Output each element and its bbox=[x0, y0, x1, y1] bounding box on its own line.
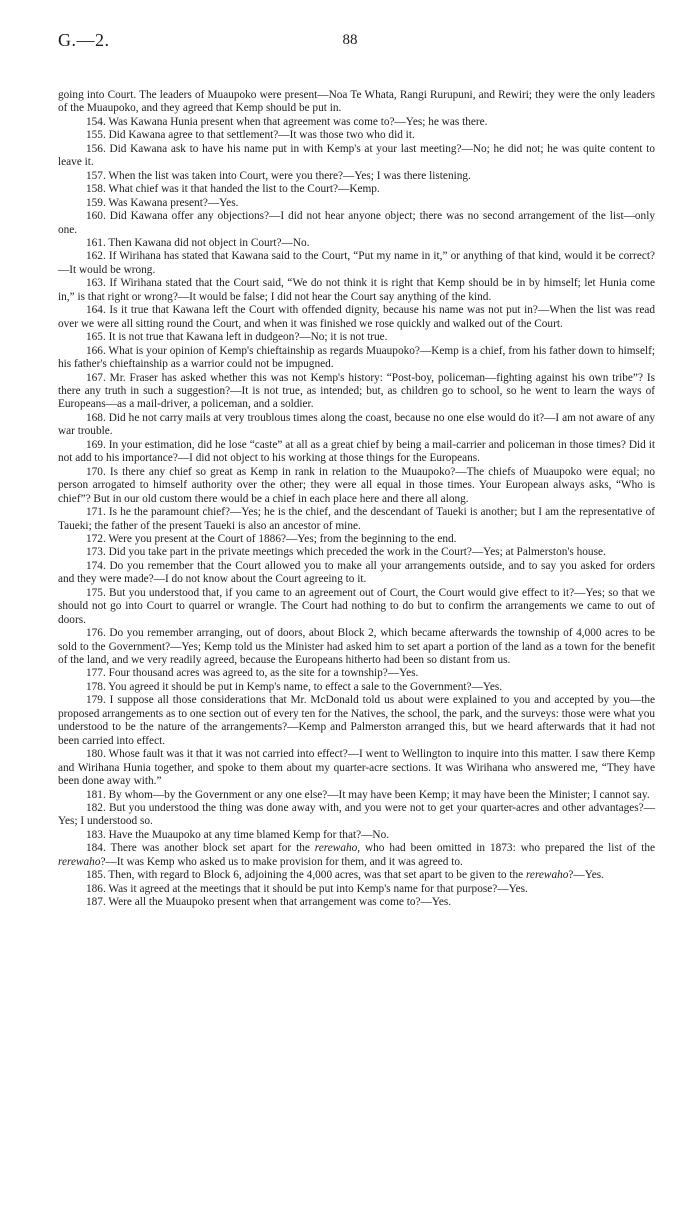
paragraph-text: 175. But you understood that, if you came to an agreement out of Court, the Court would give effect to it?—Yes; so that we should not go into Court to quarrel or wrangle. The Court had nothing to do but to confirm the arrangements we came to out of doors. bbox=[58, 586, 655, 626]
paragraph-text: 172. Were you present at the Court of 1886?—Yes; from the beginning to the end. bbox=[86, 532, 457, 545]
question-answer-paragraph bbox=[58, 533, 655, 546]
question-answer-paragraph bbox=[58, 143, 655, 170]
question-answer-paragraph bbox=[58, 466, 655, 506]
question-answer-paragraph bbox=[58, 331, 655, 344]
maori-term: rerewaho bbox=[525, 869, 569, 882]
paragraph-text: going into Court. The leaders of Muaupoko were present—Noa Te Whata, Rangi Rurupuni, and Rewiri; they were the only leaders of the Muaupoko, and they agreed that Kemp should be put in. bbox=[58, 89, 655, 115]
question-answer-paragraph bbox=[58, 237, 655, 250]
series-reference: G.—2. bbox=[58, 30, 110, 50]
question-answer-paragraph bbox=[58, 439, 655, 466]
question-answer-paragraph bbox=[58, 372, 655, 412]
question-answer-paragraph bbox=[58, 883, 655, 896]
paragraph-text: , who had been omitted in 1873: who prepared the list of the bbox=[357, 842, 655, 855]
paragraph-text: 167. Mr. Fraser has asked whether this was not Kemp's history: “Post-boy, policeman—fighting against his own tribe”? Is there any truth in such a suggestion?—It is not true, as intended; but, as children go to school, so he went to learn the ways of Europeans—as a mail-driver, a policeman, and a soldier. bbox=[58, 371, 655, 411]
paragraph-text: 187. Were all the Muaupoko present when that arrangement was come to?—Yes. bbox=[86, 896, 452, 909]
question-answer-paragraph bbox=[58, 546, 655, 559]
paragraph-text: 170. Is there any chief so great as Kemp in rank in relation to the Muaupoko?—The chiefs of Muaupoko were equal; no person arrogated to himself authority over the other; they were all equal in those times. Your European always asks, “Who is chief”? But in our old custom there would be a chief in each place here and there all along. bbox=[58, 465, 655, 505]
page-number: 88 bbox=[342, 32, 358, 48]
paragraph-text: 182. But you understood the thing was done away with, and you were not to get your quarter-acres and other advantages?—Yes; I understood so. bbox=[58, 802, 655, 828]
paragraph-text: 174. Do you remember that the Court allowed you to make all your arrangements outside, and to say you asked for orders and they were made?—I do not know about the Court agreeing to it. bbox=[58, 559, 655, 586]
paragraph-text: 159. Was Kawana present?—Yes. bbox=[86, 196, 239, 209]
paragraph-text: 186. Was it agreed at the meetings that it should be put into Kemp's name for that purpose?—Yes. bbox=[86, 882, 528, 895]
paragraph-text: 163. If Wirihana stated that the Court said, “We do not think it is right that Kemp should be in by himself; let Hunia come in,” is that right or wrong?—It would be false; I did not hear the Court say anything of the kind. bbox=[58, 277, 655, 303]
paragraph-text: 162. If Wirihana has stated that Kawana said to the Court, “Put my name in it,” or anything of that kind, would it be correct?—It would be wrong. bbox=[58, 250, 655, 276]
question-answer-paragraph bbox=[58, 304, 655, 331]
paragraph-text: 168. Did he not carry mails at very troublous times along the coast, because no one else would do it?—I am not aware of any war trouble. bbox=[58, 411, 655, 438]
paragraph-text: 173. Did you take part in the private meetings which preceded the work in the Court?—Yes; at Palmerston's house. bbox=[86, 546, 606, 559]
question-answer-paragraph bbox=[58, 667, 655, 680]
question-answer-paragraph bbox=[58, 869, 655, 882]
question-answer-paragraph bbox=[58, 345, 655, 372]
paragraph-text: 184. There was another block set apart for the bbox=[86, 842, 315, 855]
question-answer-paragraph bbox=[58, 250, 655, 277]
question-answer-paragraph bbox=[58, 681, 655, 694]
paragraph-text: ?—It was Kemp who asked us to make provision for them, and it was agreed to. bbox=[100, 855, 463, 868]
page-header bbox=[58, 30, 642, 54]
paragraph-text: 155. Did Kawana agree to that settlement?—It was those two who did it. bbox=[86, 129, 415, 142]
paragraph-text: 166. What is your opinion of Kemp's chieftainship as regards Muaupoko?—Kemp is a chief, from his father down to himself; his father's chieftainship as a warrior could not be impugned. bbox=[58, 344, 655, 371]
paragraph-text: 178. You agreed it should be put in Kemp's name, to effect a sale to the Government?—Yes. bbox=[86, 680, 503, 693]
paragraph-text: 154. Was Kawana Hunia present when that agreement was come to?—Yes; he was there. bbox=[86, 115, 488, 128]
question-answer-paragraph bbox=[58, 694, 655, 748]
question-answer-paragraph bbox=[58, 197, 655, 210]
question-answer-paragraph bbox=[58, 560, 655, 587]
question-answer-paragraph bbox=[58, 116, 655, 129]
question-answer-paragraph bbox=[58, 412, 655, 439]
paragraph-text: 181. By whom—by the Government or any one else?—It may have been Kemp; it may have been the Minister; I cannot say. bbox=[86, 788, 650, 801]
question-answer-paragraph bbox=[58, 210, 655, 237]
question-answer-paragraph bbox=[58, 277, 655, 304]
paragraph-text: 160. Did Kawana offer any objections?—I did not hear anyone object; there was no second arrangement of the list—only one. bbox=[58, 210, 655, 236]
paragraph-text: 157. When the list was taken into Court, were you there?—Yes; I was there listening. bbox=[86, 169, 471, 182]
paragraph-text: 169. In your estimation, did he lose “caste” at all as a great chief by being a mail-carrier and policeman in those times? Did it not add to his importance?—I did not object to his working at those things for the Europeans. bbox=[58, 438, 655, 465]
question-answer-paragraph bbox=[58, 789, 655, 802]
question-answer-paragraph bbox=[58, 129, 655, 142]
question-answer-paragraph bbox=[58, 842, 655, 869]
maori-term: rerewaho bbox=[58, 855, 101, 868]
paragraph-text: 176. Do you remember arranging, out of doors, about Block 2, which became afterwards the township of 4,000 acres to be sold to the Government?—Yes; Kemp told us the Minister had asked him to set apart a portion of the land as a town for the benefit of the land, and we very readily agreed, because the Europeans hitherto had been so distant from us. bbox=[58, 627, 655, 667]
paragraph-text: 179. I suppose all those considerations that Mr. McDonald told us about were explained to you and accepted by you—the proposed arrangements as to one section out of every ten for the Natives, the school, the park, and the surveys: those were what you understood to be the nature of the arrangements?—Kemp and Palmerston arranged this, but we heard afterwards that it had not been carried into effect. bbox=[58, 694, 655, 747]
question-answer-paragraph bbox=[58, 506, 655, 533]
question-answer-paragraph bbox=[58, 183, 655, 196]
continuation-paragraph bbox=[58, 89, 655, 116]
question-answer-paragraph bbox=[58, 896, 655, 909]
question-answer-paragraph bbox=[58, 587, 655, 627]
paragraph-text: 171. Is he the paramount chief?—Yes; he is the chief, and the descendant of Taueki is another; but I am the representative of Taueki; the father of the present Taueki is also an ancestor of mine. bbox=[58, 506, 655, 532]
paragraph-text: 161. Then Kawana did not object in Court?—No. bbox=[86, 236, 310, 249]
paragraph-text: 158. What chief was it that handed the list to the Court?—Kemp. bbox=[86, 183, 380, 196]
question-answer-paragraph bbox=[58, 748, 655, 788]
paragraph-text: ?—Yes. bbox=[568, 869, 604, 882]
paragraph-text: 183. Have the Muaupoko at any time blamed Kemp for that?—No. bbox=[86, 828, 390, 841]
maori-term: rerewaho bbox=[314, 842, 358, 855]
paragraph-text: 156. Did Kawana ask to have his name put in with Kemp's at your last meeting?—No; he did not; he was quite content to leave it. bbox=[58, 142, 655, 169]
document-body bbox=[58, 89, 655, 910]
question-answer-paragraph bbox=[58, 802, 655, 829]
paragraph-text: 164. Is it true that Kawana left the Court with offended dignity, because his name was not put in?—When the list was read over we were all sitting round the Court, and when it was finished we rose quickly and walked out of the Court. bbox=[58, 304, 655, 330]
question-answer-paragraph bbox=[58, 170, 655, 183]
paragraph-text: 177. Four thousand acres was agreed to, as the site for a township?—Yes. bbox=[86, 667, 419, 680]
paragraph-text: 165. It is not true that Kawana left in dudgeon?—No; it is not true. bbox=[86, 331, 388, 344]
paragraph-text: 180. Whose fault was it that it was not carried into effect?—I went to Wellington to inquire into this matter. I saw there Kemp and Wirihana Hunia together, and spoke to them about my quarter-acre sections. It was Wirihana who answered me, “They have been done away with.” bbox=[58, 748, 655, 788]
question-answer-paragraph bbox=[58, 829, 655, 842]
paragraph-text: 185. Then, with regard to Block 6, adjoining the 4,000 acres, was that set apart to be given to the bbox=[86, 869, 526, 882]
question-answer-paragraph bbox=[58, 627, 655, 667]
